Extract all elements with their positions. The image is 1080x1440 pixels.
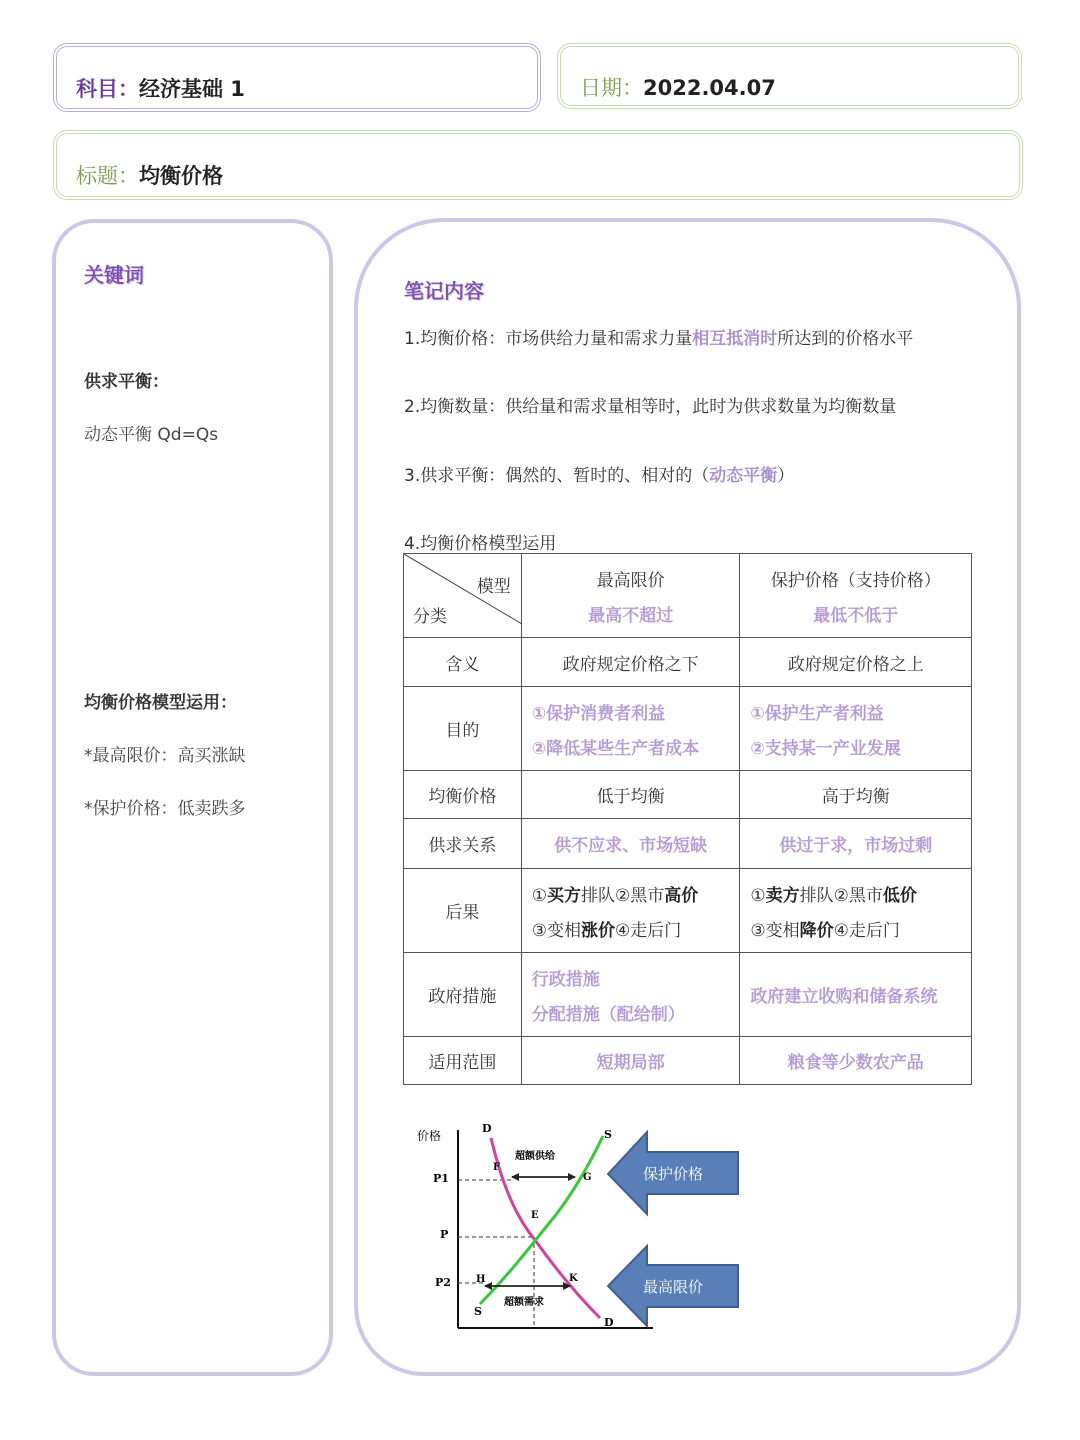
- cell-line: [532, 881, 740, 906]
- table-cell: [740, 687, 972, 771]
- table-cell: 政府规定价格之下: [521, 638, 740, 687]
- cell-bold: 高价: [664, 885, 699, 906]
- keyword-price-floor: *保护价格：低卖跌多: [84, 799, 246, 819]
- col-title: 最高限价: [596, 570, 665, 591]
- cell-line: 分配措施（配给制）: [531, 1004, 685, 1025]
- row-label: 目的: [404, 687, 522, 771]
- table-cell: [521, 687, 740, 771]
- table-cell: [521, 869, 740, 953]
- note-highlight: 相互抵消时: [692, 329, 778, 349]
- table-cell: [521, 953, 740, 1037]
- excess-demand-label: 超额需求: [504, 1297, 544, 1308]
- supply-label-bottom: S: [474, 1305, 482, 1318]
- keyword-supply-demand-balance: 供求平衡：: [84, 372, 169, 392]
- row-label: 适用范围: [404, 1037, 522, 1085]
- table-row: [404, 687, 972, 771]
- note-text: 1.均衡价格：市场供给力量和需求力量: [404, 329, 693, 349]
- price-model-table: [403, 553, 972, 1085]
- col-title: 保护价格（支持价格）: [770, 570, 941, 591]
- cell-bold: 降价: [799, 920, 834, 941]
- cell-text: ①: [750, 885, 766, 906]
- note-text: 所达到的价格水平: [777, 329, 914, 349]
- cell-text: ④走后门: [615, 920, 682, 941]
- tick-label-p2: P2: [435, 1276, 451, 1289]
- cell-text: ①: [531, 885, 548, 906]
- cell-line: [750, 881, 971, 906]
- cell-bold: 买方: [547, 885, 582, 906]
- table-row: [404, 953, 972, 1037]
- point-g: G: [583, 1172, 592, 1183]
- cell-text: 排队②黑市: [581, 885, 665, 906]
- subject-label: 科目：: [76, 77, 139, 101]
- cell-text: ③变相: [531, 920, 582, 941]
- col-subtitle: 最低不低于: [813, 605, 899, 626]
- date-field: [580, 72, 776, 102]
- note-highlight: 动态平衡: [709, 466, 778, 486]
- price-floor-arrow-label: 保护价格: [643, 1165, 704, 1183]
- table-cell: 政府规定价格之上: [740, 638, 972, 687]
- corner-model-label: 模型: [476, 577, 511, 597]
- point-e: E: [531, 1210, 539, 1221]
- row-label: 均衡价格: [404, 771, 522, 819]
- cell-line: ②支持某一产业发展: [750, 738, 901, 759]
- note-text: 3.供求平衡：偶然的、暂时的、相对的（: [404, 466, 710, 486]
- cell-line: ①保护生产者利益: [750, 703, 884, 724]
- tick-label-p1: P1: [433, 1172, 449, 1185]
- table-corner-cell: [404, 554, 522, 638]
- point-h: H: [476, 1274, 486, 1285]
- note-equilibrium-price: [404, 324, 913, 349]
- note-supply-demand-balance: [404, 461, 794, 486]
- demand-label-top: D: [482, 1122, 492, 1135]
- tick-label-p: P: [440, 1228, 449, 1241]
- table-cell: 短期局部: [521, 1037, 740, 1085]
- table-cell: 高于均衡: [740, 771, 972, 819]
- table-row: [404, 771, 972, 819]
- table-header-row: [404, 554, 972, 638]
- note-text: ）: [777, 466, 795, 486]
- point-k: K: [569, 1273, 578, 1284]
- title-field: [76, 160, 223, 190]
- y-axis-label: 价格: [417, 1129, 442, 1143]
- cell-bold: 低价: [882, 885, 917, 906]
- cell-line: 行政措施: [531, 969, 600, 990]
- row-label: 供求关系: [404, 819, 522, 869]
- notes-heading: 笔记内容: [404, 279, 484, 303]
- supply-label-top: S: [604, 1128, 612, 1141]
- table-row: [404, 869, 972, 953]
- note-equilibrium-quantity: 2.均衡数量：供给量和需求量相等时，此时为供求数量为均衡数量: [404, 397, 897, 417]
- table-row: [404, 1037, 972, 1085]
- row-label: 政府措施: [404, 953, 522, 1037]
- cell-line: [532, 916, 740, 941]
- row-label: 含义: [404, 638, 522, 687]
- table-cell: 低于均衡: [521, 771, 740, 819]
- corner-category-label: 分类: [413, 607, 447, 627]
- supply-demand-chart: [405, 1118, 745, 1333]
- cell-line: ①保护消费者利益: [531, 703, 666, 724]
- note-model-application: 4.均衡价格模型运用: [404, 534, 557, 554]
- subject-value: 经济基础 1: [139, 77, 245, 101]
- cell-text: 排队②黑市: [799, 885, 883, 906]
- cell-bold: 涨价: [581, 920, 616, 941]
- keywords-heading: 关键词: [84, 263, 144, 287]
- keyword-dynamic-balance: 动态平衡 Qd=Qs: [84, 425, 219, 445]
- table-cell: 政府建立收购和储备系统: [740, 953, 972, 1037]
- table-row: [404, 638, 972, 687]
- price-ceiling-arrow-label: 最高限价: [643, 1278, 704, 1296]
- cell-line: [750, 916, 971, 941]
- table-cell: [740, 869, 972, 953]
- keyword-model-application: 均衡价格模型运用：: [84, 693, 237, 713]
- col-price-floor-header: [740, 554, 972, 638]
- col-subtitle: 最高不超过: [588, 605, 674, 626]
- title-label: 标题：: [76, 164, 139, 188]
- date-value: 2022.04.07: [643, 76, 776, 100]
- table-cell: 粮食等少数农产品: [740, 1037, 972, 1085]
- cell-line: ②降低某些生产者成本: [531, 738, 700, 759]
- table-row: [404, 819, 972, 869]
- table-cell: 供过于求，市场过剩: [740, 819, 972, 869]
- subject-field: [76, 73, 245, 103]
- excess-supply-label: 超额供给: [515, 1151, 555, 1162]
- demand-label-bottom: D: [604, 1316, 614, 1329]
- row-label: 后果: [404, 869, 522, 953]
- cell-bold: 卖方: [765, 885, 800, 906]
- keyword-price-ceiling: *最高限价：高买涨缺: [84, 746, 246, 766]
- col-price-ceiling-header: [521, 554, 740, 638]
- cell-text: ③变相: [750, 920, 800, 941]
- point-f: F: [493, 1162, 501, 1173]
- cell-text: ④走后门: [833, 920, 900, 941]
- title-value: 均衡价格: [139, 164, 223, 188]
- date-label: 日期：: [580, 76, 643, 100]
- table-cell: 供不应求、市场短缺: [521, 819, 740, 869]
